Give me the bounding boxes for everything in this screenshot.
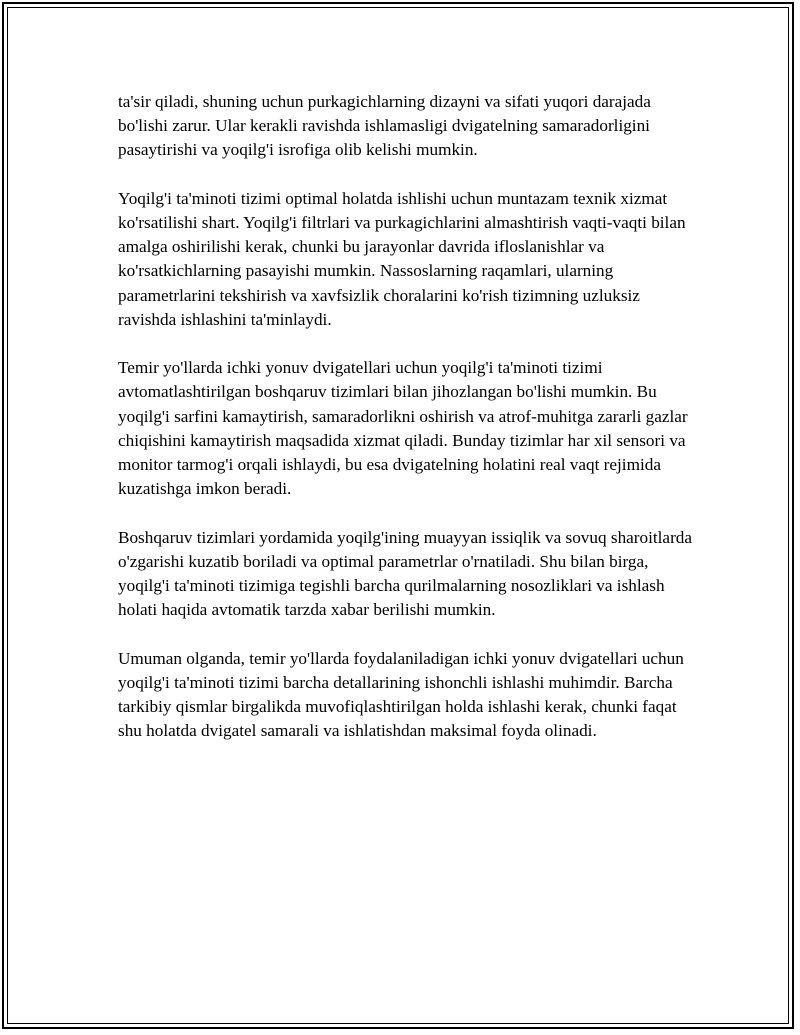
paragraph: ta'sir qiladi, shuning uchun purkagichlarning dizayni va sifati yuqori darajada bo'lishi zarur. Ular kerakli ravishda ishlamasligi dvigatelning samaradorligini pasaytirishi va yoqilg'i isrofiga olib kelishi mumkin. [118,92,651,160]
document-body [118,90,698,768]
paragraph: Yoqilg'i ta'minoti tizimi optimal holatda ishlishi uchun muntazam texnik xizmat ko'rsatilishi shart. Yoqilg'i filtrlari va purkagichlarini almashtirish vaqti-vaqti bilan amalga oshirilishi kerak, chunki bu jarayonlar davrida ifloslanishlar va ko'rsatkichlarning pasayishi mumkin. Nassoslarning raqamlari, ularning parametrlarini tekshirish va xavfsizlik choralarini ko'rish tizimning uzluksiz ravishda ishlashini ta'minlaydi. [118,188,686,329]
paragraph: Umuman olganda, temir yo'llarda foydalaniladigan ichki yonuv dvigatellari uchun yoqilg'i ta'minoti tizimi barcha detallarining ishonchli ishlashi muhimdir. Barcha tarkibiy qismlar birgalikda muvofiqlashtirilgan holda ishlashi kerak, chunki faqat shu holatda dvigatel samarali va ishlatishdan maksimal foyda olinadi. [118,648,684,741]
paragraph: Boshqaruv tizimlari yordamida yoqilg'ining muayyan issiqlik va sovuq sharoitlarda o'zgarishi kuzatib boriladi va optimal parametrlar o'rnatiladi. Shu bilan birga, yoqilg'i ta'minoti tizimiga tegishli barcha qurilmalarning nosozliklari va ishlash holati haqida avtomatik tarzda xabar berilishi mumkin. [118,527,693,620]
paragraph: Temir yo'llarda ichki yonuv dvigatellari uchun yoqilg'i ta'minoti tizimi avtomatlashtirilgan boshqaruv tizimlari bilan jihozlangan bo'lishi mumkin. Bu yoqilg'i sarfini kamaytirish, samaradorlikni oshirish va atrof-muhitga zararli gazlar chiqishini kamaytirish maqsadida xizmat qiladi. Bunday tizimlar har xil sensori va monitor tarmog'i orqali ishlaydi, bu esa dvigatelning holatini real vaqt rejimida kuzatishga imkon beradi. [118,358,688,499]
